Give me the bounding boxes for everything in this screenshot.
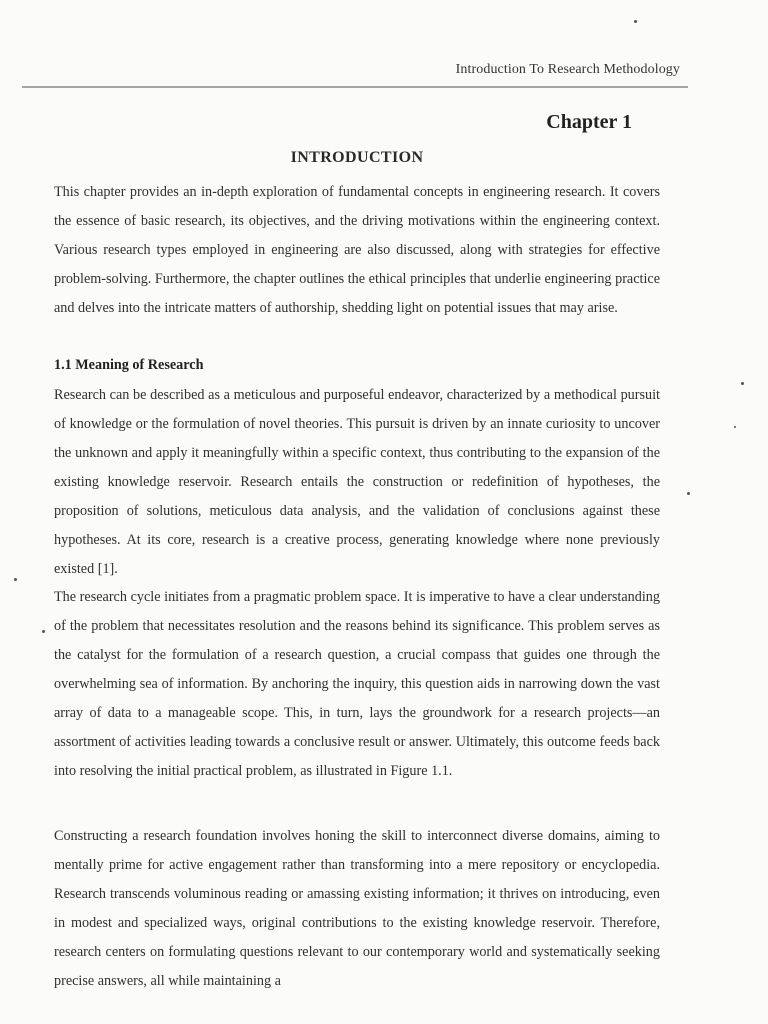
scan-speck bbox=[42, 630, 45, 633]
header-rule bbox=[22, 86, 688, 88]
paragraph-research-cycle: The research cycle initiates from a pragmatic problem space. It is imperative to have a clear understanding of the problem that necessitates resolution and the reasons behind its significance. This problem serves as the catalyst for the formulation of a research question, a crucial compass that guides one through the overwhelming sea of information. By anchoring the inquiry, this question aids in narrowing down the vast array of data to a manageable scope. This, in turn, lays the groundwork for a research projects—an assortment of activities leading towards a conclusive result or answer. Ultimately, this outcome feeds back into resolving the initial practical problem, as illustrated in Figure 1.1. bbox=[54, 589, 660, 779]
running-header: Introduction To Research Methodology bbox=[455, 62, 680, 77]
scan-speck bbox=[634, 20, 637, 23]
chapter-title: INTRODUCTION bbox=[290, 149, 424, 166]
scan-speck bbox=[14, 578, 17, 581]
scan-speck bbox=[687, 492, 690, 495]
scan-speck bbox=[741, 382, 744, 385]
section-heading: 1.1 Meaning of Research bbox=[54, 357, 204, 373]
paragraph-meaning-of-research: Research can be described as a meticulous and purposeful endeavor, characterized by a methodical pursuit of knowledge or the formulation of novel theories. This pursuit is driven by an innate curiosity to uncover the unknown and apply it meaningfully within a specific context, thus contributing to the expansion of the existing knowledge reservoir. Research entails the construction or redefinition of hypotheses, the proposition of solutions, meticulous data analysis, and the validation of conclusions against these hypotheses. At its core, research is a creative process, generating knowledge where none previously existed [1]. bbox=[54, 387, 660, 577]
intro-paragraph: This chapter provides an in-depth exploration of fundamental concepts in engineering research. It covers the essence of basic research, its objectives, and the driving motivations within the engineering context. Various research types employed in engineering are also discussed, along with strategies for effective problem-solving. Furthermore, the chapter outlines the ethical principles that underlie engineering practice and delves into the intricate matters of authorship, shedding light on potential issues that may arise. bbox=[54, 184, 660, 316]
chapter-label: Chapter 1 bbox=[546, 111, 632, 133]
scan-speck bbox=[734, 426, 736, 428]
paragraph-research-foundation: Constructing a research foundation involves honing the skill to interconnect diverse domains, aiming to mentally prime for active engagement rather than transforming into a mere repository or encyclopedia. Research transcends voluminous reading or amassing existing information; it thrives on introducing, even in modest and specialized ways, original contributions to the existing knowledge reservoir. Therefore, research centers on formulating questions relevant to our contemporary world and systematically seeking precise answers, all while maintaining a bbox=[54, 828, 660, 989]
